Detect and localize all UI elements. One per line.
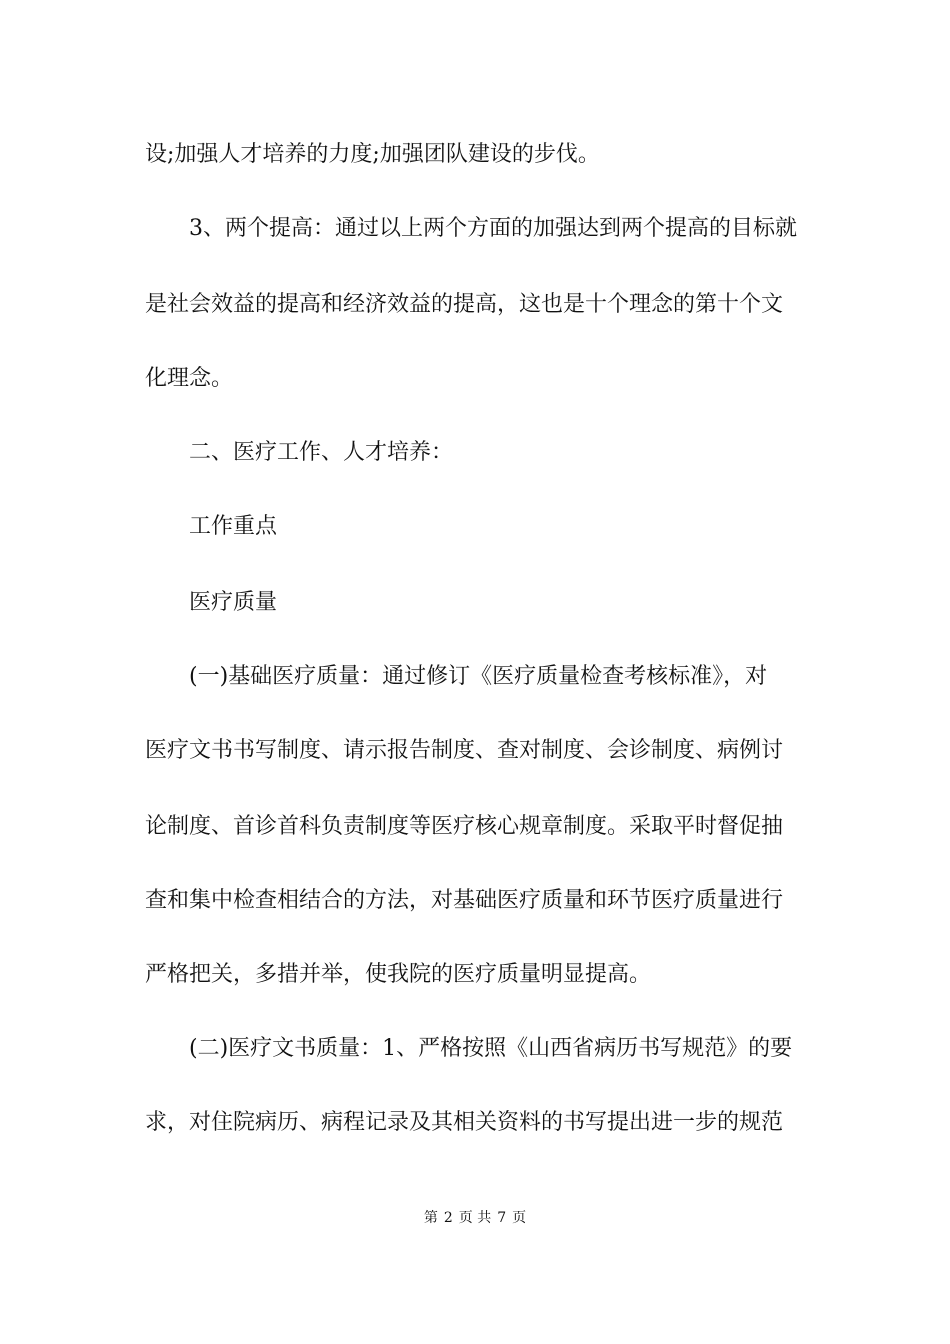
total-page-number: 7: [497, 1210, 507, 1226]
paragraph-line-4: 化理念。: [145, 366, 234, 391]
subheading-work-focus: 工作重点: [189, 514, 278, 539]
paragraph-line-8: (一)基础医疗质量：通过修订《医疗质量检查考核标准》，对: [189, 664, 768, 689]
paragraph-line-3: 是社会效益的提高和经济效益的提高，这也是十个理念的第十个文: [145, 292, 784, 317]
paragraph-line-2: 3、两个提高：通过以上两个方面的加强达到两个提高的目标就: [189, 216, 797, 241]
footer-middle: 页 共: [458, 1210, 492, 1226]
footer-suffix: 页: [512, 1210, 527, 1226]
paragraph-line-11: 查和集中检查相结合的方法，对基础医疗质量和环节医疗质量进行: [145, 888, 784, 913]
paragraph-line-10: 论制度、首诊首科负责制度等医疗核心规章制度。采取平时督促抽: [145, 814, 784, 839]
current-page-number: 2: [443, 1210, 453, 1226]
footer-prefix: 第: [423, 1210, 438, 1226]
paragraph-line-14: 求，对住院病历、病程记录及其相关资料的书写提出进一步的规范: [145, 1110, 784, 1135]
page-footer: [0, 1208, 950, 1228]
paragraph-line-9: 医疗文书书写制度、请示报告制度、查对制度、会诊制度、病例讨: [145, 738, 784, 763]
section-heading: 二、医疗工作、人才培养：: [189, 440, 454, 465]
paragraph-line-1: 设;加强人才培养的力度;加强团队建设的步伐。: [145, 142, 600, 167]
paragraph-line-12: 严格把关，多措并举，使我院的医疗质量明显提高。: [145, 962, 652, 987]
subheading-medical-quality: 医疗质量: [189, 590, 278, 615]
paragraph-line-13: (二)医疗文书质量：1、严格按照《山西省病历书写规范》的要: [189, 1036, 793, 1061]
